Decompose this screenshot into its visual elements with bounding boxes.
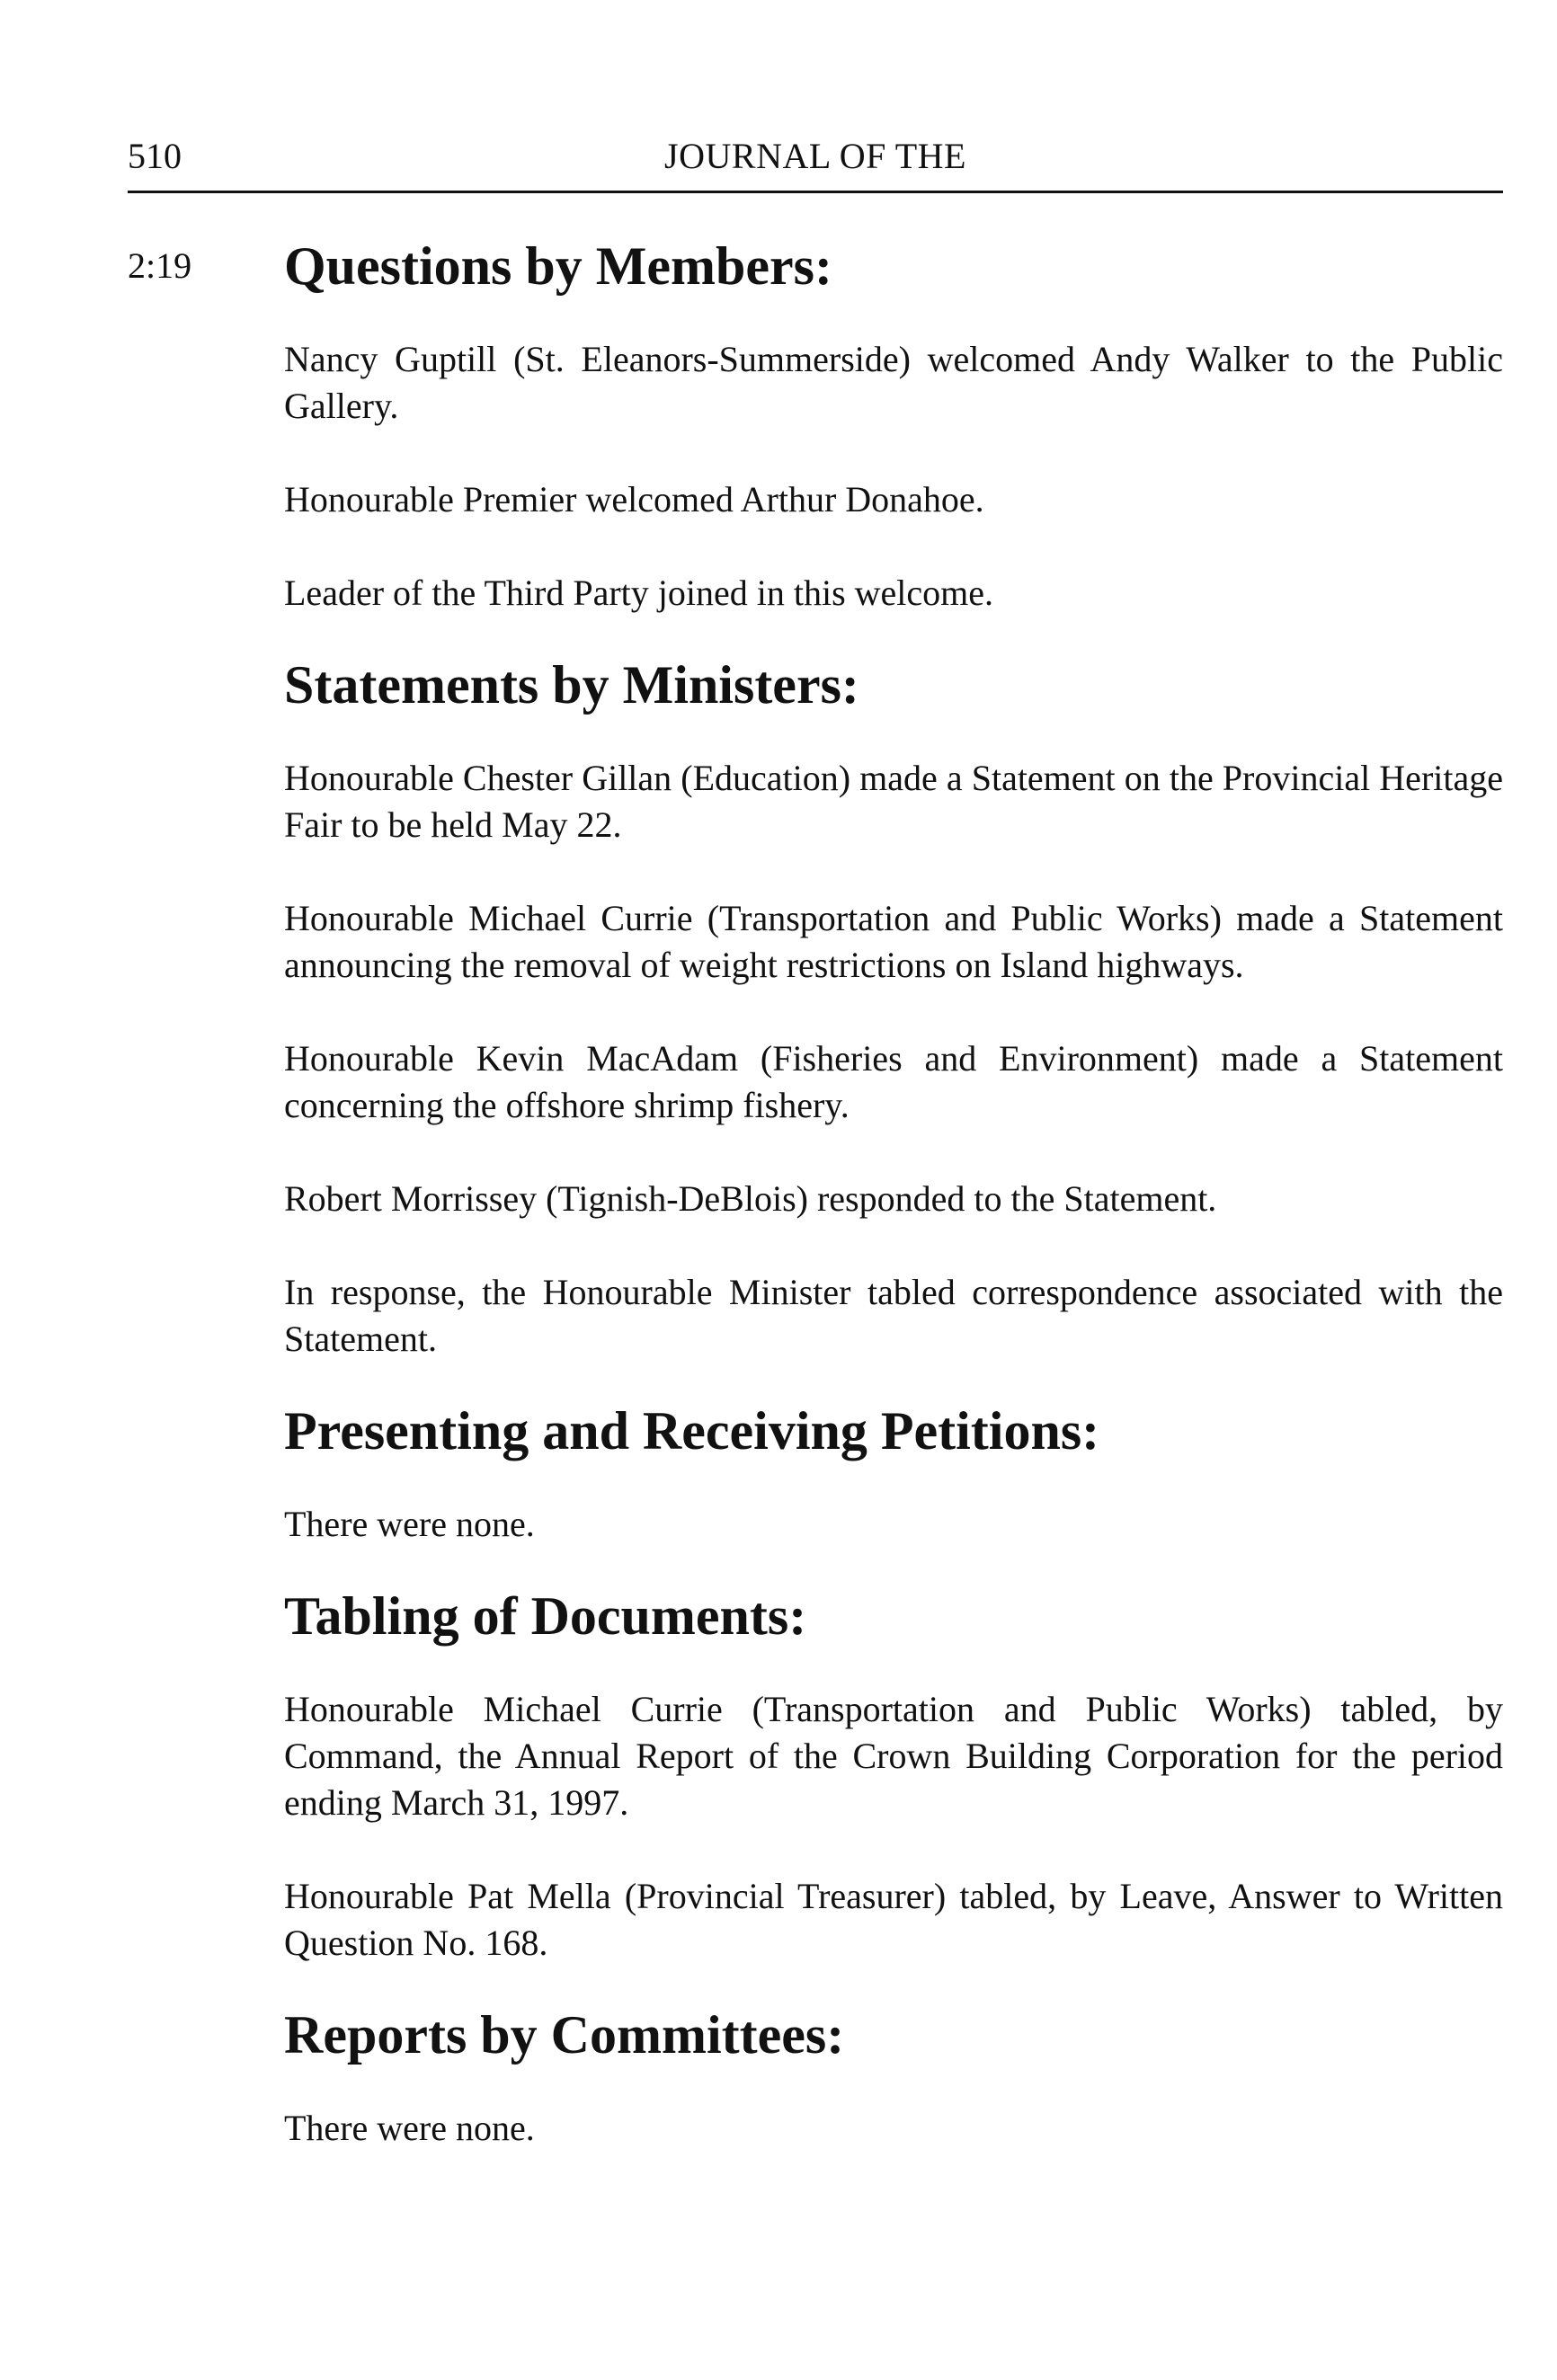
paragraph: Nancy Guptill (St. Eleanors-Summerside) welcomed Andy Walker to the Public Gallery. [284,339,1503,426]
section-heading-presenting-and-receiving-petitions: Presenting and Receiving Petitions: [284,1401,1100,1461]
paragraph: There were none. [284,2108,535,2148]
journal-title: JOURNAL OF THE [664,136,966,176]
page-header [128,135,1503,189]
page-number: 510 [128,136,182,176]
paragraph: In response, the Honourable Minister tabled correspondence associated with the Statement. [284,1272,1503,1359]
paragraph: Leader of the Third Party joined in this welcome. [284,573,994,613]
paragraph: Honourable Michael Currie (Transportation and Public Works) tabled, by Command, the Annual Report of the Crown Building Corporation for the period ending March 31, 1997. [284,1689,1503,1823]
section-heading-reports-by-committees: Reports by Committees: [284,2005,845,2065]
header-rule [128,191,1503,193]
paragraph: There were none. [284,1504,535,1544]
paragraph: Honourable Kevin MacAdam (Fisheries and Environment) made a Statement concerning the offshore shrimp fishery. [284,1038,1503,1125]
paragraph: Honourable Michael Currie (Transportation and Public Works) made a Statement announcing the removal of weight restrictions on Island highways. [284,898,1503,985]
paragraph: Robert Morrissey (Tignish-DeBlois) responded to the Statement. [284,1178,1217,1219]
time-stamp: 2:19 [128,245,192,286]
paragraph: Honourable Premier welcomed Arthur Donahoe. [284,479,984,520]
paragraph: Honourable Pat Mella (Provincial Treasurer) tabled, by Leave, Answer to Written Question No. 168. [284,1876,1503,1963]
section-heading-questions-by-members: Questions by Members: [284,236,832,296]
proceedings-content [284,236,1503,2152]
section-heading-tabling-of-documents: Tabling of Documents: [284,1586,807,1646]
paragraph: Honourable Chester Gillan (Education) made a Statement on the Provincial Heritage Fair to be held May 22. [284,758,1503,845]
section-heading-statements-by-ministers: Statements by Ministers: [284,655,859,715]
